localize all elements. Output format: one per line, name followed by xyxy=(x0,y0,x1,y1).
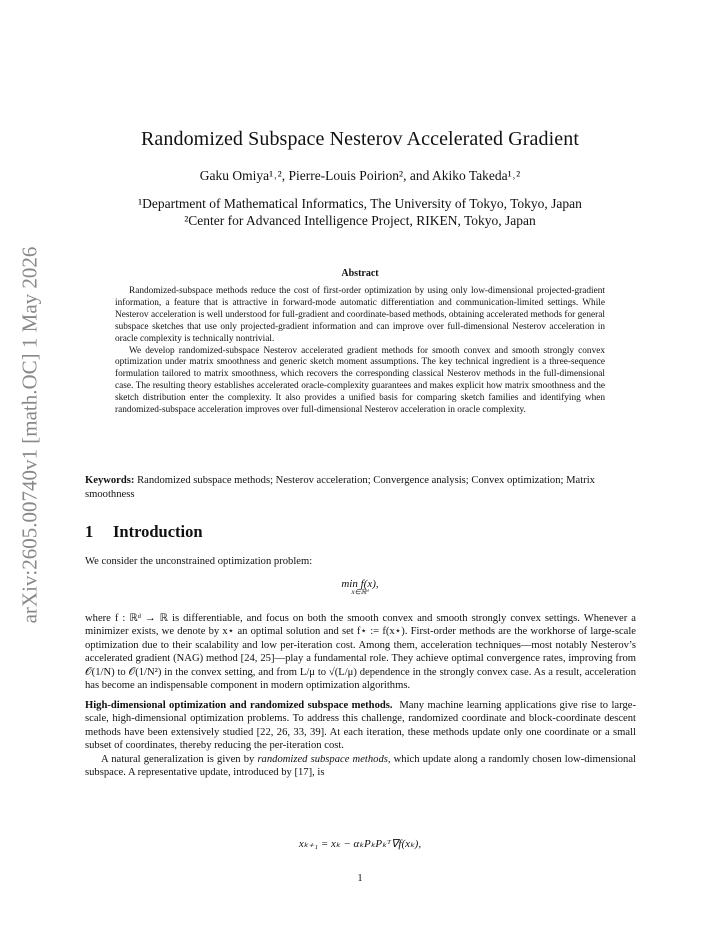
abstract-paragraph-2: We develop randomized-subspace Nesterov accelerated gradient methods for smooth convex and smooth strongly convex optimization under matrix smoothness and generic sketch moment assumptions. The key technical ingredient is a three-sequence formulation tailored to matrix smoothness, which recovers the corresponding classical Nesterov methods in the full-dimensional case. The resulting theory establishes accelerated oracle-complexity guarantees and makes explicit how matrix smoothness and the sketch distribution enter the complexity. It also provides a unified basis for comparing sketch families and identifying when randomized-subspace acceleration improves over full-dimensional Nesterov acceleration in oracle complexity. xyxy=(115,345,605,416)
section-number: 1 xyxy=(85,522,94,541)
author-list: Gaku Omiya¹˒², Pierre-Louis Poirion², and Akiko Takeda¹˒² xyxy=(199,168,521,183)
abstract-body xyxy=(115,286,605,417)
arxiv-sidebar-stamp xyxy=(7,195,53,675)
paragraph-4-emph: randomized subspace methods xyxy=(257,753,388,765)
keywords-label: Keywords: xyxy=(85,475,135,486)
abstract-paragraph-1: Randomized-subspace methods reduce the cost of first-order optimization by using only low-dimensional projected-gradient information, a feature that is attractive in forward-mode automatic differentiation and communication-limited settings. While Nesterov acceleration is well understood for full-gradient and coordinate-based methods, obtaining accelerated methods for general subspace sketches that use only projected-gradient information and can improve over full-dimensional Nesterov acceleration in oracle complexity is technically nontrivial. xyxy=(115,286,605,344)
affiliation-1: ¹Department of Mathematical Informatics, The University of Tokyo, Tokyo, Japan xyxy=(138,196,582,211)
intro-paragraph-2-text: where f : ℝᵈ → ℝ is differentiable, and focus on both the smooth convex and smooth strongly convex settings. Whenever a minimizer exists, we denote by x⋆ an optimal solution and set f⋆ := f(x⋆). First-order methods are the workhorse of large-scale optimization due to their scalability and low per-iteration cost. Among them, acceleration techniques—most notably Nesterov’s accelerated gradient (NAG) method [24, 25]—play a fundamental role. They achieve optimal convergence rates, improving from 𝒪(1/N) to 𝒪(1/N²) in the convex setting, and from L/μ to √(L/μ) dependence in the strongly convex case. As a result, acceleration has become an indispensable component in modern optimization algorithms. xyxy=(85,613,636,692)
paragraph-3-heading: High-dimensional optimization and randomized subspace methods. xyxy=(85,700,393,711)
keywords xyxy=(85,474,636,501)
paragraph-3-text: Many machine learning applications give rise to large-scale, high-dimensional optimization problems. To address this challenge, randomized coordinate and block-coordinate descent methods have been extensively studied [22, 26, 33, 39]. At each iteration, these methods update only one coordinate or a small subset of coordinates, thereby reducing the per-iteration cost. xyxy=(85,700,636,752)
abstract-heading: Abstract xyxy=(341,268,379,279)
affiliation-2: ²Center for Advanced Intelligence Project, RIKEN, Tokyo, Japan xyxy=(184,213,536,228)
paper-title: Randomized Subspace Nesterov Accelerated Gradient xyxy=(140,128,580,150)
equation-min-main: min f(x), xyxy=(341,578,379,590)
intro-paragraph-4 xyxy=(85,753,636,780)
equation-min xyxy=(0,578,720,596)
intro-paragraph-3 xyxy=(85,699,636,779)
equation-min-subscript: x∈ℝᵈ xyxy=(351,588,369,596)
page-number: 1 xyxy=(357,873,363,884)
intro-paragraph-2 xyxy=(85,612,636,692)
paragraph-4-a: A natural generalization is given by xyxy=(101,753,258,765)
section-heading xyxy=(85,522,203,542)
section-title: Introduction xyxy=(113,522,203,541)
keywords-text: Randomized subspace methods; Nesterov acceleration; Convergence analysis; Convex optimization; Matrix smoothness xyxy=(85,475,595,500)
equation-update: xₖ₊₁ = xₖ − αₖPₖPₖᵀ∇f(xₖ), xyxy=(298,838,422,850)
intro-paragraph-1: We consider the unconstrained optimization problem: xyxy=(85,556,313,567)
arxiv-identifier: arXiv:2605.00740v1 [math.OC] 1 May 2026 xyxy=(17,246,42,624)
paragraph-4-b: , which update along a randomly chosen low-dimensional subspace. A representative update, introduced by [17], is xyxy=(85,753,637,779)
